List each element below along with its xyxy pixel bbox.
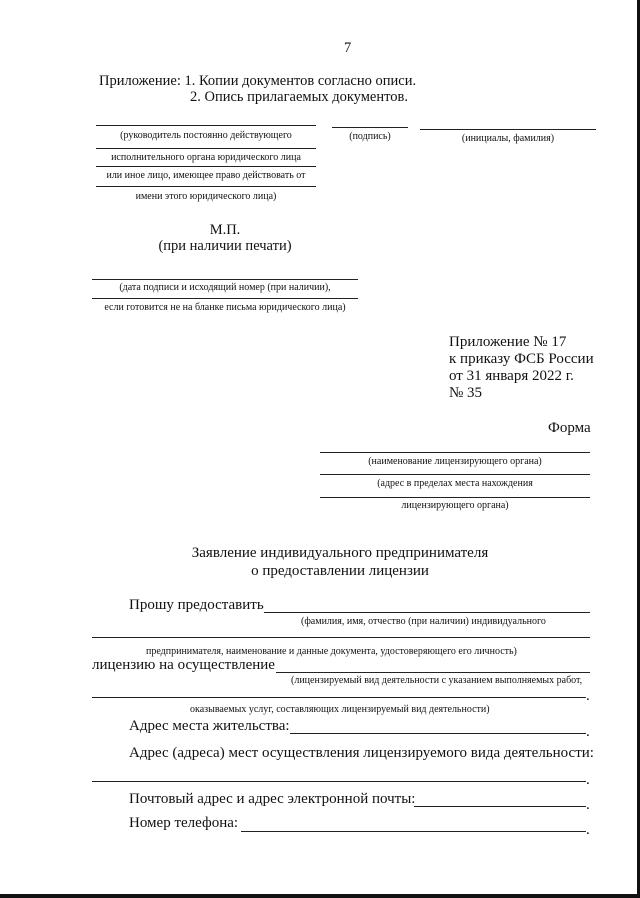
license-input-line[interactable]: [276, 672, 590, 673]
head-caption-2: исполнительного органа юридического лица: [111, 152, 301, 163]
attachments-line-2: 2. Опись прилагаемых документов.: [190, 89, 408, 105]
residence-end-dot: .: [586, 724, 590, 740]
initials-caption: (инициалы, фамилия): [461, 133, 555, 144]
license-hint-1: (лицензируемый вид деятельности с указанием выполняемых работ,: [291, 675, 583, 686]
license-label: лицензию на осуществление: [92, 657, 275, 673]
head-caption-4: имени этого юридического лица): [135, 191, 277, 202]
license-end-dot: .: [586, 688, 590, 704]
order-ref-4: № 35: [449, 385, 483, 401]
head-caption-1: (руководитель постоянно действующего: [120, 130, 292, 141]
form-label: Форма: [548, 420, 591, 436]
residence-input-line[interactable]: [290, 733, 586, 734]
stamp-note: (при наличии печати): [158, 238, 292, 254]
head-divider-3: [96, 186, 316, 187]
postal-end-dot: .: [586, 797, 590, 813]
signature-line-head: [96, 125, 316, 126]
date-line-2: [92, 298, 358, 299]
date-caption-1: (дата подписи и исходящий номер (при наличии),: [119, 282, 331, 293]
activity-address-input-line[interactable]: [92, 781, 586, 782]
license-input-line-2[interactable]: [92, 697, 586, 698]
request-hint-2: предпринимателя, наименование и данные документа, удостоверяющего его личность): [146, 646, 517, 657]
head-divider-1: [96, 148, 316, 149]
document-title-1: Заявление индивидуального предпринимателя: [191, 545, 489, 561]
postal-label: Почтовый адрес и адрес электронной почты:: [129, 791, 416, 807]
scan-edge-bottom: [0, 894, 640, 898]
signature-caption: (подпись): [349, 131, 391, 142]
phone-label: Номер телефона:: [129, 815, 239, 831]
signature-line-sign: [332, 127, 408, 128]
authority-address-2: лицензирующего органа): [401, 500, 509, 511]
authority-line-2: [320, 474, 590, 475]
residence-label: Адрес места жительства:: [129, 718, 290, 734]
license-hint-2: оказываемых услуг, составляющих лицензируемый вид деятельности): [190, 704, 490, 715]
order-ref-2: к приказу ФСБ России: [449, 351, 594, 367]
activity-address-label: Адрес (адреса) мест осуществления лицензируемого вида деятельности:: [129, 745, 594, 761]
activity-address-end-dot: .: [586, 772, 590, 788]
document-title-2: о предоставлении лицензии: [251, 563, 429, 579]
date-line-1: [92, 279, 358, 280]
stamp-mp: М.П.: [209, 222, 241, 238]
request-hint-1: (фамилия, имя, отчество (при наличии) индивидуального: [301, 616, 546, 627]
authority-line-3: [320, 497, 590, 498]
request-label: Прошу предоставить: [129, 597, 264, 613]
postal-input-line[interactable]: [414, 806, 586, 807]
head-divider-2: [96, 166, 316, 167]
request-input-line-2[interactable]: [92, 637, 590, 638]
head-caption-3: или иное лицо, имеющее право действовать от: [106, 170, 306, 181]
request-input-line[interactable]: [264, 612, 590, 613]
signature-line-initials: [420, 129, 596, 130]
authority-address-1: (адрес в пределах места нахождения: [377, 478, 533, 489]
authority-name: (наименование лицензирующего органа): [368, 456, 542, 467]
phone-end-dot: .: [586, 822, 590, 838]
attachments-line-1: Приложение: 1. Копии документов согласно описи.: [99, 73, 417, 89]
order-ref-3: от 31 января 2022 г.: [449, 368, 574, 384]
phone-input-line[interactable]: [241, 831, 586, 832]
order-ref-1: Приложение № 17: [449, 334, 567, 350]
page-number: 7: [344, 40, 352, 56]
authority-line-1: [320, 452, 590, 453]
date-caption-2: если готовится не на бланке письма юридического лица): [104, 302, 346, 313]
